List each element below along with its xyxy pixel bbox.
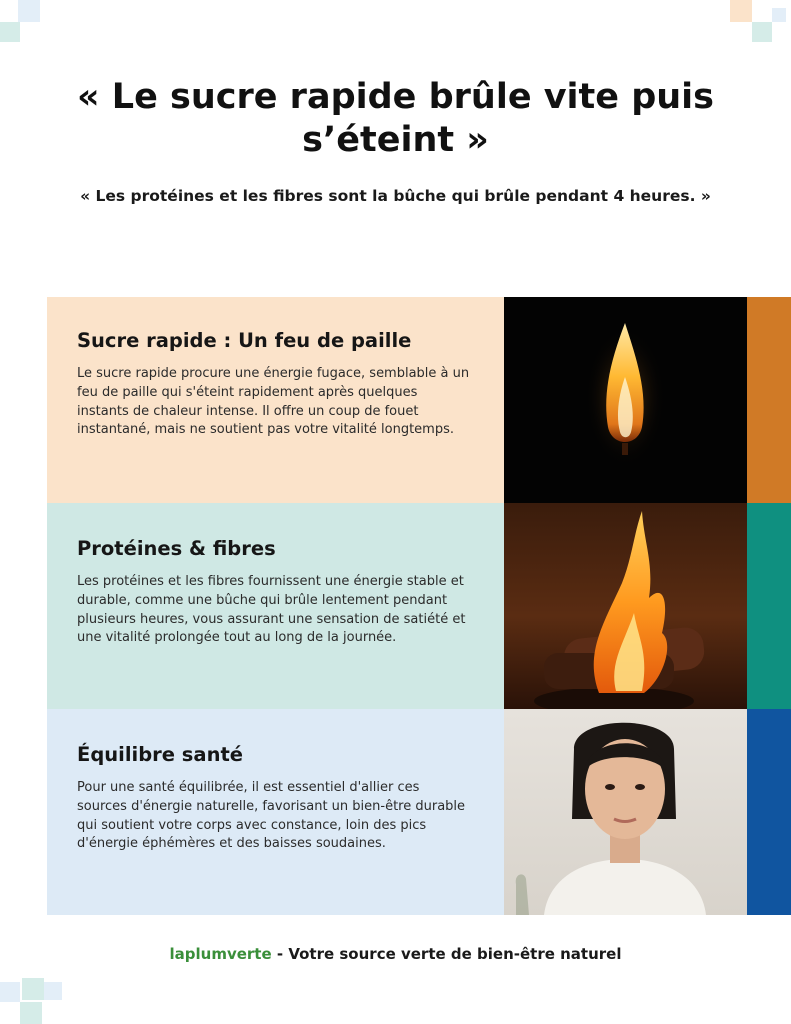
section-accent-bar xyxy=(747,297,791,503)
section-sucre-rapide xyxy=(47,297,791,503)
section-heading: Sucre rapide : Un feu de paille xyxy=(77,329,412,352)
section-text-panel xyxy=(47,503,504,709)
section-body: Pour une santé équilibrée, il est essentiel d'allier ces sources d'énergie naturelle, favorisant un bien-être durable qui soutient votre corps avec constance, loin des pics d'énergie éphémères et des baisses soudaines. xyxy=(77,780,466,852)
section-equilibre-sante xyxy=(47,709,791,915)
section-body: Les protéines et les fibres fournissent une énergie stable et durable, comme une bûche qui brûle lentement pendant plusieurs heures, vous assurant une sensation de satiété et une vitalité prolongée tout au long de la journée. xyxy=(77,574,466,646)
section-heading: Équilibre santé xyxy=(77,743,243,766)
corner-decoration-top-right xyxy=(728,0,791,46)
person-portrait-icon xyxy=(504,709,747,915)
section-text-panel xyxy=(47,297,504,503)
page-subtitle: « Les protéines et les fibres sont la bûche qui brûle pendant 4 heures. » xyxy=(80,187,711,205)
section-heading: Protéines & fibres xyxy=(77,537,276,560)
section-proteines-fibres xyxy=(47,503,791,709)
portrait-woman-image xyxy=(504,709,747,915)
corner-decoration-top-left xyxy=(0,0,45,45)
section-text-panel xyxy=(47,709,504,915)
footer-brand[interactable]: laplumverte xyxy=(169,945,272,963)
footer-tagline: - Votre source verte de bien-être naturel xyxy=(271,945,622,963)
candle-flame-image xyxy=(504,297,747,503)
candle-flame-icon xyxy=(504,297,747,503)
burning-log-image xyxy=(504,503,747,709)
section-accent-bar xyxy=(747,709,791,915)
corner-decoration-bottom-left xyxy=(0,978,65,1024)
section-body: Le sucre rapide procure une énergie fugace, semblable à un feu de paille qui s'éteint rapidement après quelques instants de chaleur intense. Il offre un coup de fouet instantané, mais ne soutient pas votre vitalité longtemps. xyxy=(77,366,470,438)
burning-log-icon xyxy=(504,503,747,709)
footer xyxy=(0,945,791,963)
page-title: « Le sucre rapide brûle vite puis s’éteint » xyxy=(76,77,715,160)
section-accent-bar xyxy=(747,503,791,709)
